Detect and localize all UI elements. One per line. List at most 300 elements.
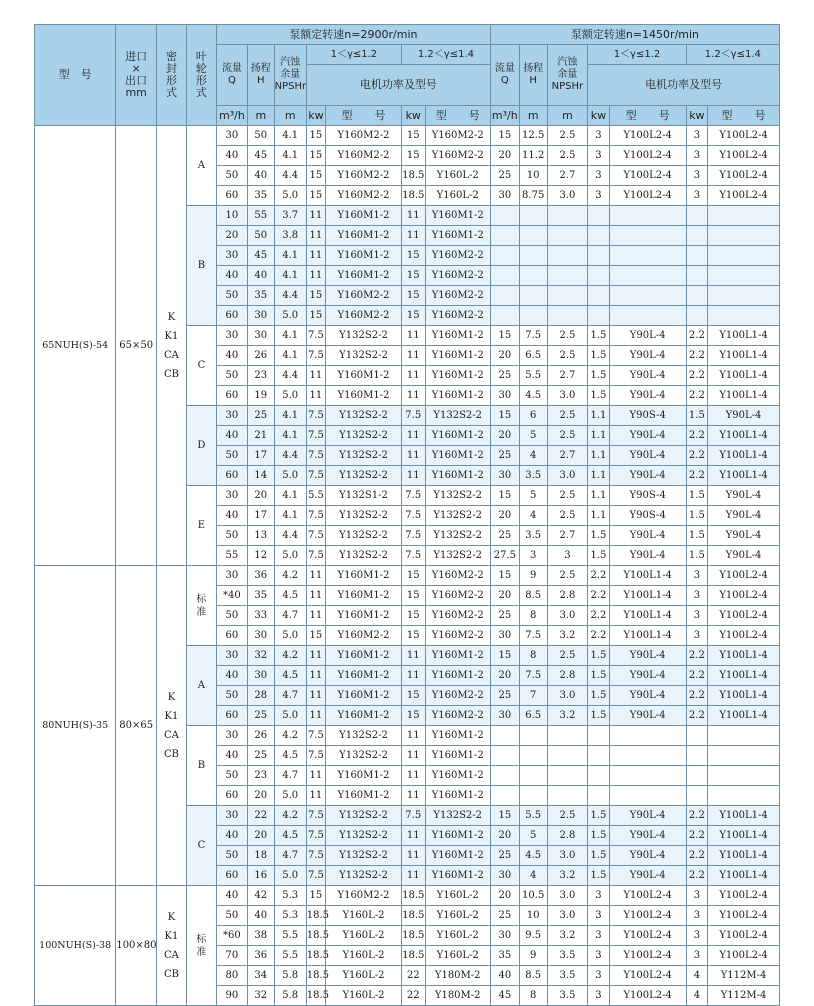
cell: Y160M1-2 <box>326 246 402 266</box>
cell: 15 <box>401 686 425 706</box>
cell: 2.7 <box>547 366 588 386</box>
cell: 4 <box>686 986 707 1006</box>
cell: 10 <box>216 206 247 226</box>
cell: Y160M1-2 <box>425 346 490 366</box>
cell: 18.5 <box>401 886 425 906</box>
cell <box>708 786 780 806</box>
cell: 60 <box>216 306 247 326</box>
cell: 11 <box>306 206 325 226</box>
cell: 2.2 <box>686 426 707 446</box>
cell: Y160M1-2 <box>425 866 490 886</box>
cell <box>686 266 707 286</box>
cell: 15 <box>401 266 425 286</box>
cell <box>547 786 588 806</box>
cell: 40 <box>216 886 247 906</box>
cell: 20 <box>490 666 519 686</box>
cell: 30 <box>216 566 247 586</box>
cell: 22 <box>401 986 425 1006</box>
cell <box>547 266 588 286</box>
cell: 25 <box>490 846 519 866</box>
cell: 11 <box>401 386 425 406</box>
cell: 2.2 <box>588 606 609 626</box>
cell: Y160L-2 <box>326 906 402 926</box>
cell: Y100L2-4 <box>609 986 686 1006</box>
cell: 4 <box>519 866 547 886</box>
cell: Y90L-4 <box>708 406 780 426</box>
cell: 20 <box>247 826 274 846</box>
cell: 40 <box>216 266 247 286</box>
cell: Y132S2-2 <box>425 546 490 566</box>
cell: 5.0 <box>274 706 306 726</box>
cell: Y160M2-2 <box>425 266 490 286</box>
cell: 3.5 <box>547 986 588 1006</box>
cell: 1.5 <box>686 406 707 426</box>
cell <box>686 286 707 306</box>
cell: 3 <box>686 606 707 626</box>
cell: 25 <box>247 406 274 426</box>
cell: Y100L1-4 <box>708 866 780 886</box>
header-inout: 进口 × 出口 mm <box>116 25 157 126</box>
cell: 8 <box>519 986 547 1006</box>
cell: 5.0 <box>274 466 306 486</box>
cell: 50 <box>216 766 247 786</box>
cell <box>609 306 686 326</box>
cell: Y100L2-4 <box>708 946 780 966</box>
cell: 7.5 <box>306 726 325 746</box>
cell: Y100L1-4 <box>708 706 780 726</box>
cell: 2.2 <box>588 586 609 606</box>
unit-kw-2a: kw <box>588 106 609 126</box>
cell: 5 <box>519 426 547 446</box>
cell: 7.5 <box>519 626 547 646</box>
cell: 11 <box>401 726 425 746</box>
cell: 5.3 <box>274 906 306 926</box>
cell <box>547 306 588 326</box>
cell: 40 <box>216 746 247 766</box>
cell: Y160M1-2 <box>326 606 402 626</box>
cell: Y160M2-2 <box>425 306 490 326</box>
cell: 4.1 <box>274 426 306 446</box>
cell: Y100L1-4 <box>708 686 780 706</box>
impeller-label: 标准 <box>196 593 207 618</box>
cell: 50 <box>216 906 247 926</box>
cell <box>490 746 519 766</box>
cell: 7.5 <box>401 806 425 826</box>
cell: Y100L1-4 <box>708 646 780 666</box>
cell: 7 <box>519 686 547 706</box>
cell: 11 <box>306 386 325 406</box>
cell: Y132S2-2 <box>326 826 402 846</box>
cell: Y160L-2 <box>425 946 490 966</box>
cell: 2.2 <box>686 686 707 706</box>
cell: Y132S2-2 <box>425 806 490 826</box>
cell <box>686 306 707 326</box>
cell: 2.8 <box>547 666 588 686</box>
cell: 35 <box>247 586 274 606</box>
table-row <box>35 126 780 146</box>
cell: 30 <box>490 626 519 646</box>
cell: 40 <box>216 826 247 846</box>
cell: 3 <box>588 906 609 926</box>
cell: 3.2 <box>547 866 588 886</box>
cell: 7.5 <box>306 746 325 766</box>
cell: 3.0 <box>547 686 588 706</box>
cell: Y160M1-2 <box>425 426 490 446</box>
cell: 5.0 <box>274 386 306 406</box>
cell: 35 <box>247 286 274 306</box>
cell: Y132S2-2 <box>326 466 402 486</box>
cell: Y100L2-4 <box>708 606 780 626</box>
cell: 5 <box>519 486 547 506</box>
cell: Y100L1-4 <box>708 806 780 826</box>
cell: 15 <box>306 186 325 206</box>
cell: 30 <box>247 626 274 646</box>
cell: 11 <box>306 366 325 386</box>
cell: Y90S-4 <box>609 486 686 506</box>
cell: 13 <box>247 526 274 546</box>
cell: Y160L-2 <box>326 926 402 946</box>
cell: 18.5 <box>306 986 325 1006</box>
cell: Y132S1-2 <box>326 486 402 506</box>
pump-model: 65NUH(S)-54 <box>35 126 116 566</box>
pump-size: 65×50 <box>116 126 157 566</box>
cell: 1.5 <box>588 346 609 366</box>
cell: 2.2 <box>686 706 707 726</box>
impeller-type <box>186 406 216 486</box>
cell: 5.0 <box>274 546 306 566</box>
cell <box>547 766 588 786</box>
cell: 15 <box>490 406 519 426</box>
pump-size: 80×65 <box>116 566 157 886</box>
cell: Y132S2-2 <box>425 486 490 506</box>
cell <box>609 766 686 786</box>
cell: Y160M1-2 <box>425 466 490 486</box>
cell: 11 <box>401 766 425 786</box>
seal-type: K1 <box>164 710 179 722</box>
impeller-label: C <box>197 360 206 371</box>
cell: 11 <box>401 206 425 226</box>
cell: 22 <box>247 806 274 826</box>
cell: Y160M2-2 <box>425 686 490 706</box>
cell: Y100L2-4 <box>708 906 780 926</box>
cell: Y100L2-4 <box>708 926 780 946</box>
cell: Y90L-4 <box>609 846 686 866</box>
header-impeller: 叶 轮 形 式 <box>186 25 216 126</box>
cell: 17 <box>247 446 274 466</box>
cell: Y100L1-4 <box>708 826 780 846</box>
cell: 2.5 <box>547 566 588 586</box>
cell: 50 <box>216 366 247 386</box>
cell: 4.7 <box>274 686 306 706</box>
cell: 19 <box>247 386 274 406</box>
seal-types <box>156 126 186 566</box>
pump-model: 100NUH(S)-38 <box>35 886 116 1006</box>
cell: 11 <box>401 466 425 486</box>
cell <box>547 246 588 266</box>
cell: 1.1 <box>588 466 609 486</box>
cell <box>547 226 588 246</box>
cell: Y100L2-4 <box>708 126 780 146</box>
cell: 1.5 <box>588 366 609 386</box>
cell: Y132S2-2 <box>326 526 402 546</box>
cell: 15 <box>401 306 425 326</box>
cell: 4.7 <box>274 606 306 626</box>
header-range1-1: 1＜γ≤1.2 <box>306 45 401 65</box>
cell: 3 <box>686 926 707 946</box>
cell: 9.5 <box>519 926 547 946</box>
cell: 14 <box>247 466 274 486</box>
cell: Y100L2-4 <box>609 926 686 946</box>
cell: 4.1 <box>274 246 306 266</box>
cell: Y160M2-2 <box>425 706 490 726</box>
cell: Y100L2-4 <box>609 166 686 186</box>
cell: Y132S2-2 <box>326 866 402 886</box>
cell: Y100L1-4 <box>708 666 780 686</box>
cell: 15 <box>306 886 325 906</box>
cell: 30 <box>490 386 519 406</box>
table-row <box>35 886 780 906</box>
unit-npsh-1: m <box>274 106 306 126</box>
cell: 11 <box>401 446 425 466</box>
cell: Y160M2-2 <box>425 146 490 166</box>
cell: 32 <box>247 986 274 1006</box>
cell: 7.5 <box>306 526 325 546</box>
cell: 30 <box>216 486 247 506</box>
cell: 11 <box>306 766 325 786</box>
impeller-type <box>186 566 216 646</box>
cell: 2.8 <box>547 826 588 846</box>
header-range2-2: 1.2＜γ≤1.4 <box>686 45 779 65</box>
cell: Y90L-4 <box>609 666 686 686</box>
cell: 45 <box>490 986 519 1006</box>
cell: 30 <box>216 806 247 826</box>
cell: 3.5 <box>547 966 588 986</box>
impeller-label: B <box>197 260 206 271</box>
cell: 1.5 <box>686 486 707 506</box>
cell: 4.1 <box>274 486 306 506</box>
cell: 50 <box>216 846 247 866</box>
cell: Y90S-4 <box>609 506 686 526</box>
cell <box>609 726 686 746</box>
impeller-type <box>186 806 216 886</box>
cell: 2.7 <box>547 446 588 466</box>
cell: 2.2 <box>686 386 707 406</box>
cell: Y160M1-2 <box>425 726 490 746</box>
impeller-label: E <box>197 520 206 531</box>
cell: 12 <box>247 546 274 566</box>
cell: 2.2 <box>686 446 707 466</box>
cell: 60 <box>216 466 247 486</box>
cell: 3 <box>588 946 609 966</box>
cell: Y100L2-4 <box>708 166 780 186</box>
cell: Y100L1-4 <box>708 846 780 866</box>
cell: 30 <box>216 726 247 746</box>
cell: 2.5 <box>547 426 588 446</box>
cell: Y90L-4 <box>609 346 686 366</box>
cell: Y132S2-2 <box>326 806 402 826</box>
cell: 50 <box>247 226 274 246</box>
cell: Y112M-4 <box>708 966 780 986</box>
cell: 4.1 <box>274 326 306 346</box>
impeller-label: A <box>197 160 206 171</box>
cell: 3 <box>686 886 707 906</box>
cell: Y160M1-2 <box>425 846 490 866</box>
impeller-type <box>186 206 216 326</box>
cell: 2.2 <box>686 346 707 366</box>
header-model: 型 号 <box>35 25 116 126</box>
header-head-1: 扬程 H <box>247 45 274 106</box>
cell: Y100L1-4 <box>609 566 686 586</box>
cell: Y160M1-2 <box>326 226 402 246</box>
cell <box>519 746 547 766</box>
unit-type-2b: 型 号 <box>708 106 780 126</box>
cell: 28 <box>247 686 274 706</box>
cell: 8.5 <box>519 966 547 986</box>
cell: Y90L-4 <box>609 446 686 466</box>
cell: 7.5 <box>306 426 325 446</box>
cell: Y100L1-4 <box>708 426 780 446</box>
cell <box>609 246 686 266</box>
cell: 30 <box>247 306 274 326</box>
cell: 17 <box>247 506 274 526</box>
cell: 4.5 <box>519 846 547 866</box>
cell: Y160M1-2 <box>425 746 490 766</box>
cell: 4 <box>519 446 547 466</box>
cell: 15 <box>490 566 519 586</box>
cell: Y160M2-2 <box>326 126 402 146</box>
cell: 2.2 <box>588 626 609 646</box>
cell: Y160M1-2 <box>425 326 490 346</box>
cell: 30 <box>490 866 519 886</box>
cell <box>519 206 547 226</box>
cell: Y132S2-2 <box>425 506 490 526</box>
cell: 3 <box>519 546 547 566</box>
cell: 3.0 <box>547 846 588 866</box>
cell: 3.0 <box>547 386 588 406</box>
cell: 20 <box>247 786 274 806</box>
cell: 20 <box>247 486 274 506</box>
cell: 3.0 <box>547 906 588 926</box>
cell <box>588 786 609 806</box>
cell <box>686 786 707 806</box>
cell: 15 <box>401 706 425 726</box>
table-header <box>35 25 780 126</box>
header-range2-1: 1.2＜γ≤1.4 <box>401 45 490 65</box>
cell: 1.5 <box>588 666 609 686</box>
cell: 1.5 <box>588 526 609 546</box>
cell: Y100L2-4 <box>609 186 686 206</box>
cell: Y160L-2 <box>425 886 490 906</box>
cell: 3.2 <box>547 926 588 946</box>
cell <box>519 246 547 266</box>
cell: 4.2 <box>274 646 306 666</box>
cell: 3.7 <box>274 206 306 226</box>
cell: Y160L-2 <box>326 966 402 986</box>
cell: Y160M2-2 <box>425 286 490 306</box>
cell: 5.0 <box>274 306 306 326</box>
cell: 4.1 <box>274 146 306 166</box>
cell: 36 <box>247 566 274 586</box>
cell: 18.5 <box>401 946 425 966</box>
cell: Y90L-4 <box>609 866 686 886</box>
cell <box>547 206 588 226</box>
cell: 7.5 <box>401 486 425 506</box>
impeller-label: 标准 <box>196 933 207 958</box>
cell: 4.1 <box>274 126 306 146</box>
cell: 4.2 <box>274 726 306 746</box>
cell: 3.2 <box>547 626 588 646</box>
cell: 7.5 <box>401 406 425 426</box>
cell: 18.5 <box>401 186 425 206</box>
cell: Y90L-4 <box>609 546 686 566</box>
cell: Y132S2-2 <box>326 506 402 526</box>
table-row <box>35 566 780 586</box>
cell: Y160M1-2 <box>326 686 402 706</box>
cell <box>588 726 609 746</box>
seal-type: CA <box>164 949 179 961</box>
cell: Y132S2-2 <box>326 346 402 366</box>
cell: Y90L-4 <box>708 486 780 506</box>
cell: 11 <box>306 566 325 586</box>
cell: Y160L-2 <box>425 186 490 206</box>
cell: 20 <box>490 146 519 166</box>
cell: 20 <box>490 426 519 446</box>
cell: 50 <box>216 526 247 546</box>
cell <box>686 746 707 766</box>
cell: 11 <box>401 426 425 446</box>
cell: 11 <box>401 326 425 346</box>
cell <box>708 246 780 266</box>
cell: 35 <box>490 946 519 966</box>
cell: 7.5 <box>306 346 325 366</box>
cell: 60 <box>216 626 247 646</box>
cell: Y160M1-2 <box>425 226 490 246</box>
cell: 5.0 <box>274 866 306 886</box>
cell: Y160M1-2 <box>326 786 402 806</box>
cell <box>519 766 547 786</box>
cell: 25 <box>490 526 519 546</box>
cell: Y160M1-2 <box>326 666 402 686</box>
cell: 15 <box>401 126 425 146</box>
cell: 9 <box>519 566 547 586</box>
cell: Y90L-4 <box>609 826 686 846</box>
cell: 11 <box>401 826 425 846</box>
seal-type: K1 <box>164 930 179 942</box>
cell: 6 <box>519 406 547 426</box>
cell <box>519 786 547 806</box>
cell: 7.5 <box>306 546 325 566</box>
cell: 4.1 <box>274 346 306 366</box>
cell <box>547 746 588 766</box>
cell: 7.5 <box>306 826 325 846</box>
unit-type-2a: 型 号 <box>609 106 686 126</box>
impeller-label: D <box>197 440 206 451</box>
cell: Y100L1-4 <box>708 386 780 406</box>
cell: 4.2 <box>274 566 306 586</box>
cell: Y100L2-4 <box>708 566 780 586</box>
cell: Y160M1-2 <box>326 646 402 666</box>
seal-type: CB <box>163 748 179 760</box>
header-range1-2: 1＜γ≤1.2 <box>588 45 686 65</box>
cell: 3.5 <box>547 946 588 966</box>
cell: 18.5 <box>306 966 325 986</box>
cell: 8 <box>519 646 547 666</box>
cell: Y160M1-2 <box>425 766 490 786</box>
cell: Y160M1-2 <box>326 206 402 226</box>
cell: 2.5 <box>547 646 588 666</box>
cell: 26 <box>247 726 274 746</box>
cell: Y100L2-4 <box>708 586 780 606</box>
